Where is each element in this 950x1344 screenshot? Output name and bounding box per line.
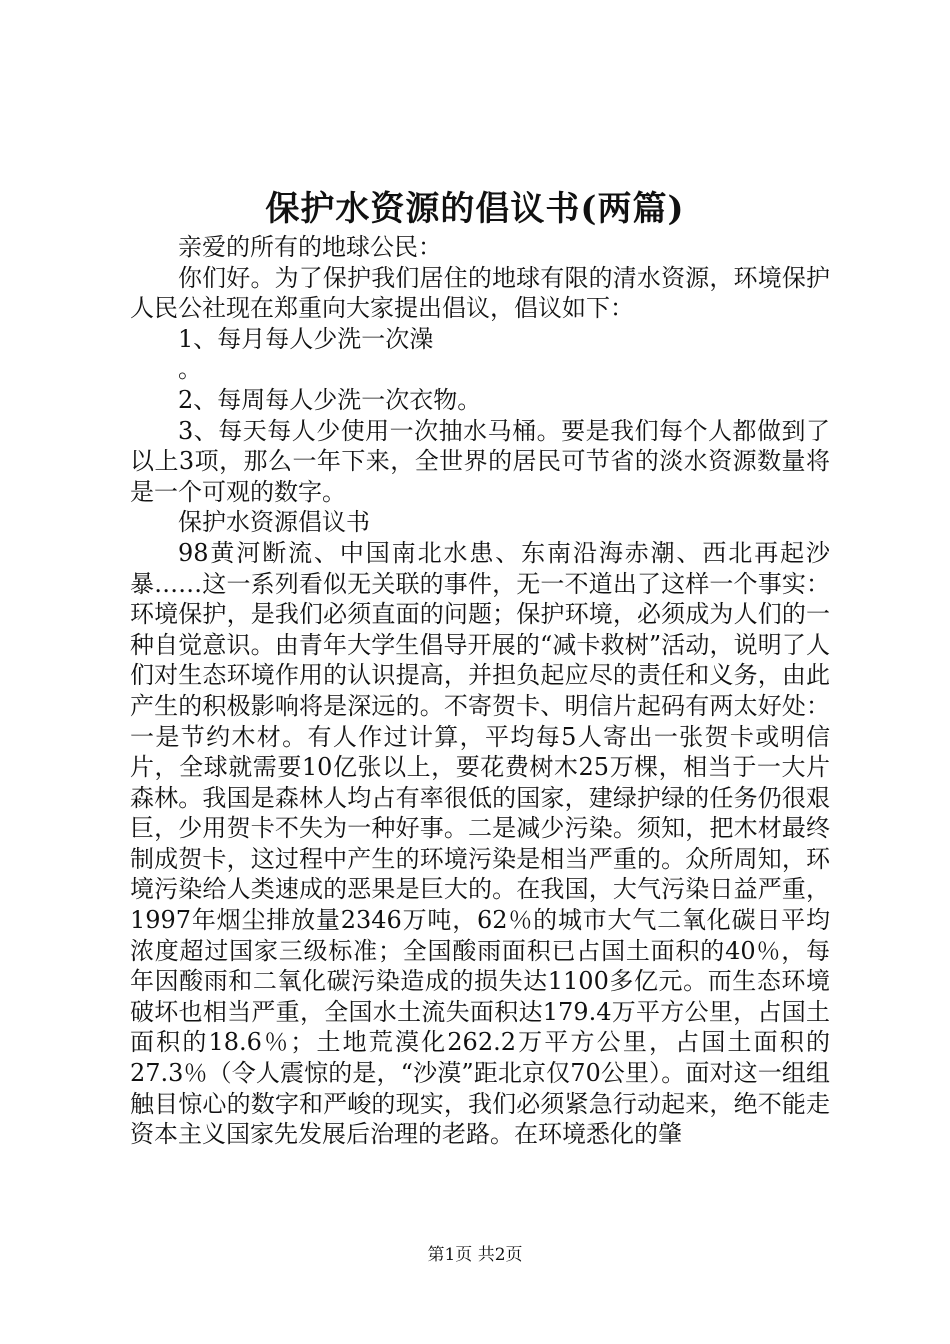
list-item-3: 3、每天每人少使用一次抽水马桶。要是我们每个人都做到了以上3项，那么一年下来，全世界的居民可节省的淡水资源数量将是一个可观的数字。: [130, 416, 830, 506]
page-footer: 第1页 共2页: [427, 1245, 523, 1265]
greeting-paragraph: 你们好。为了保护我们居住的地球有限的清水资源，环境保护人民公社现在郑重向大家提出倡议，倡议如下：: [130, 263, 830, 323]
salutation-paragraph: 亲爱的所有的地球公民：: [178, 233, 442, 261]
list-item-1: 1、每月每人少洗一次澡: [178, 324, 434, 353]
list-item-2: 2、每周每人少洗一次衣物。: [178, 385, 482, 414]
document-title: 保护水资源的倡议书(两篇): [265, 189, 685, 229]
second-article-body: 98黄河断流、中国南北水患、东南沿海赤潮、西北再起沙暴……这一系列看似无关联的事件，无一不道出了这样一个事实：环境保护，是我们必须直面的问题；保护环境，必须成为人们的一种自觉意识。由青年大学生倡导开展的“减卡救树”活动，说明了人们对生态环境作用的认识提高，并担负起应尽的责任和义务，由此产生的积极影响将是深远的。不寄贺卡、明信片起码有两太好处：一是节约木材。有人作过计算，平均每5人寄出一张贺卡或明信片，全球就需要10亿张以上，要花费树木25万棵，相当于一大片森林。我国是森林人均占有率很低的国家，建绿护绿的任务仍很艰巨，少用贺卡不失为一种好事。二是减少污染。须知，把木材最终制成贺卡，这过程中产生的环境污染是相当严重的。众所周知，环境污染给人类速成的恶果是巨大的。在我国，大气污染日益严重，1997年烟尘排放量2346万吨，62％的城市大气二氧化碳日平均浓度超过国家三级标准；全国酸雨面积已占国土面积的40％，每年因酸雨和二氧化碳污染造成的损失达1100多亿元。而生态环境破坏也相当严重，全国水土流失面积达179.4万平方公里，占国土面积的18.6％；土地荒漠化262.2万平方公里，占国土面积的27.3％（令人震惊的是，“沙漠”距北京仅70公里）。面对这一组组触目惊心的数字和严峻的现实，我们必须紧急行动起来，绝不能走资本主义国家先发展后治理的老路。在环境悉化的肇: [130, 538, 830, 1149]
document-body: [130, 232, 830, 1150]
second-article-heading: 保护水资源倡议书: [178, 508, 370, 537]
stray-period-line: 。: [178, 355, 202, 384]
